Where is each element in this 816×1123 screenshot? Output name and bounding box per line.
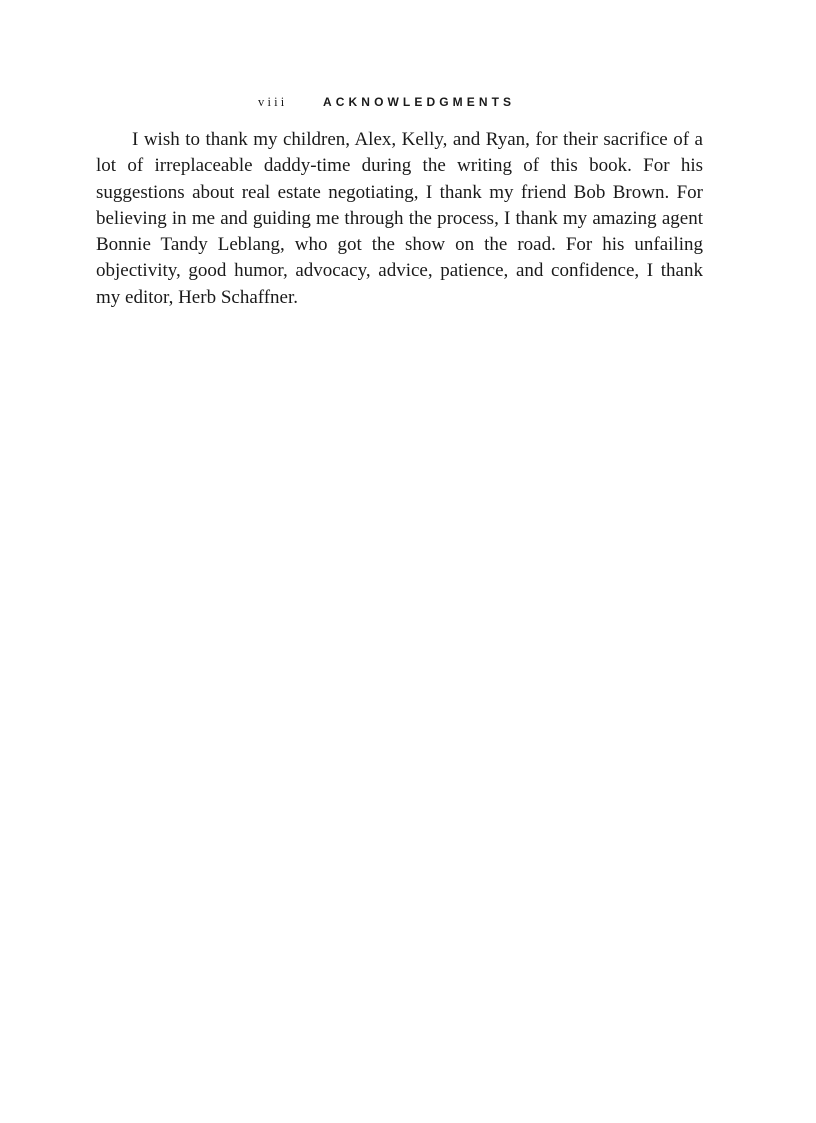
running-head — [0, 93, 816, 111]
acknowledgments-paragraph: I wish to thank my children, Alex, Kelly, and Ryan, for their sacrifice of a lot of irreplaceable daddy-time during the writing of this book. For his suggestions about real estate negotiating, I thank my friend Bob Brown. For believing in me and guiding me through the process, I thank my amazing agent Bonnie Tandy Leblang, who got the show on the road. For his unfailing objectivity, good humor, advocacy, advice, patience, and confidence, I thank my editor, Herb Schaffner. — [96, 129, 703, 308]
section-title: ACKNOWLEDGMENTS — [323, 95, 516, 109]
page-number: viii — [258, 95, 288, 109]
